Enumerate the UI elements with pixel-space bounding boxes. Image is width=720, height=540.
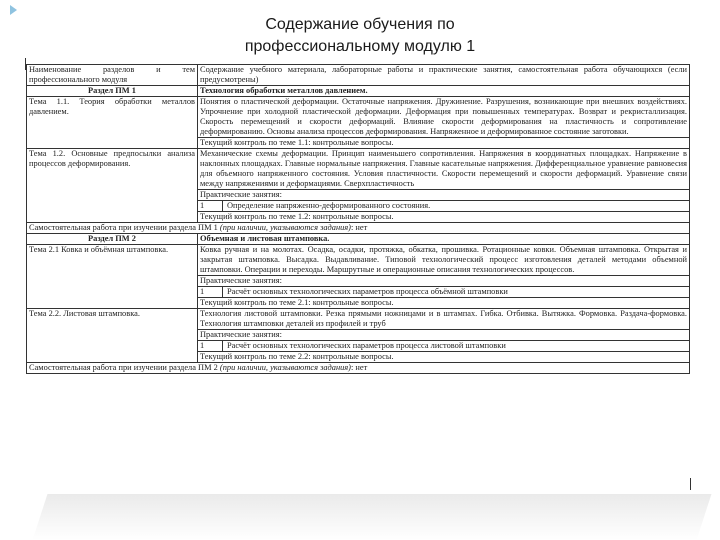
page-edge-mark bbox=[25, 58, 26, 70]
independent-work-cell bbox=[27, 363, 690, 374]
independent-work-suffix: : нет bbox=[350, 363, 368, 372]
topic-content-cell: Механические схемы деформации. Принцип наименьшего сопротивления. Напряжения в координатных площадках. Напряжение в наклонных площадках. Главные нормальные напряжения. Главные касательные напряжения. Дифференциальное уравнение равновесия для объемного напряженного состояния. Условия пластичности. Скорости перемещений и скорости деформаций. Уравнение связи между напряжениями и деформациями. Сверхпластичность bbox=[198, 149, 690, 190]
header-topic-cell: Наименование разделов и тем профессионального модуля bbox=[27, 65, 198, 86]
topic-content-cell: Понятия о пластической деформации. Остаточные напряжения. Дружинение. Разрушения, возникающие при внешних воздействиях. Упрочнение при холодной пластической деформации. Деформация при повышенных температурах. Возврат и рекристаллизация. Скорость перемещений и скорости деформаций. Влияние скорости деформирования на пластичность и сопротивление деформированию. Основы анализа процессов деформирования. Напряженное и деформированное состояние заготовки. bbox=[198, 97, 690, 138]
table-header-row bbox=[27, 65, 690, 86]
independent-work-prefix: Самостоятельная работа при изучении раздела ПМ 1 bbox=[29, 223, 218, 232]
topic-title-cell: Тема 2.2. Листовая штамповка. bbox=[27, 309, 198, 363]
topic-row bbox=[27, 149, 690, 190]
practice-item-number: 1 bbox=[200, 201, 223, 211]
section-title-cell: Раздел ПМ 2 bbox=[27, 234, 198, 245]
practice-item-cell bbox=[198, 287, 690, 298]
topic-control-cell: Текущий контроль по теме 1.1: контрольные вопросы. bbox=[198, 138, 690, 149]
header-content-cell: Содержание учебного материала, лабораторные работы и практические занятия, самостоятельная работа обучающихся (если предусмотрены) bbox=[198, 65, 690, 86]
slide-title bbox=[0, 14, 720, 58]
practice-item-text: Расчёт основных технологических параметров процесса листовой штамповки bbox=[227, 341, 506, 350]
practice-item-number: 1 bbox=[200, 341, 223, 351]
topic-row bbox=[27, 309, 690, 330]
practice-item-number: 1 bbox=[200, 287, 223, 297]
topic-row bbox=[27, 97, 690, 138]
topic-title-cell: Тема 2.1 Ковка и объёмная штамповка. bbox=[27, 245, 198, 309]
independent-work-suffix: : нет bbox=[350, 223, 368, 232]
independent-work-row bbox=[27, 363, 690, 374]
curriculum-document bbox=[26, 64, 690, 374]
practice-item-text: Расчёт основных технологических параметров процесса объёмной штамповки bbox=[227, 287, 508, 296]
practice-item-cell bbox=[198, 201, 690, 212]
topic-content-cell: Технология листовой штамповки. Резка прямыми ножницами и в штампах. Гибка. Отбивка. Вытяжка. Формовка. Раздача-формовка. Технология штамповки деталей из профилей и труб bbox=[198, 309, 690, 330]
practice-header-cell: Практические занятия: bbox=[198, 330, 690, 341]
practice-item-text: Определение напряженно-деформированного состояния. bbox=[227, 201, 431, 210]
independent-work-cell bbox=[27, 223, 690, 234]
section-content-cell: Технология обработки металлов давлением. bbox=[198, 86, 690, 97]
independent-work-note: (при наличии, указываются задания) bbox=[219, 223, 351, 232]
topic-control-cell: Текущий контроль по теме 1.2: контрольные вопросы. bbox=[198, 212, 690, 223]
topic-content-cell: Ковка ручная и на молотах. Осадка, осадки, протяжка, обкатка, прошивка. Ротационные ковки. Объемная штамповка. Открытая и закрытая штамповка. Высадка. Выдавливание. Типовой технологический процесс изготовления деталей методами объемной штамповки. Операции и переходы. Маршрутные и операционные описания технологических процессов. bbox=[198, 245, 690, 276]
topic-row bbox=[27, 245, 690, 276]
topic-control-cell: Текущий контроль по теме 2.2: контрольные вопросы. bbox=[198, 352, 690, 363]
curriculum-table bbox=[26, 64, 690, 374]
practice-item-cell bbox=[198, 341, 690, 352]
section-row bbox=[27, 86, 690, 97]
topic-title-cell: Тема 1.2. Основные предпосылки анализа процессов деформирования. bbox=[27, 149, 198, 223]
slide-title-line-1: Содержание обучения по bbox=[265, 16, 455, 33]
practice-header-cell: Практические занятия: bbox=[198, 190, 690, 201]
slide-title-line-2: профессиональному модулю 1 bbox=[244, 38, 476, 55]
section-row bbox=[27, 234, 690, 245]
topic-title-cell: Тема 1.1. Теория обработки металлов давлением. bbox=[27, 97, 198, 149]
independent-work-prefix: Самостоятельная работа при изучении раздела ПМ 2 bbox=[29, 363, 218, 372]
topic-control-cell: Текущий контроль по теме 2.1: контрольные вопросы. bbox=[198, 298, 690, 309]
independent-work-row bbox=[27, 223, 690, 234]
page-edge-mark bbox=[690, 478, 691, 490]
section-content-cell: Объемная и листовая штамповка. bbox=[198, 234, 690, 245]
independent-work-note: (при наличии, указываются задания) bbox=[219, 363, 351, 372]
practice-header-cell: Практические занятия: bbox=[198, 276, 690, 287]
document-shadow bbox=[33, 494, 712, 540]
section-title-cell: Раздел ПМ 1 bbox=[27, 86, 198, 97]
